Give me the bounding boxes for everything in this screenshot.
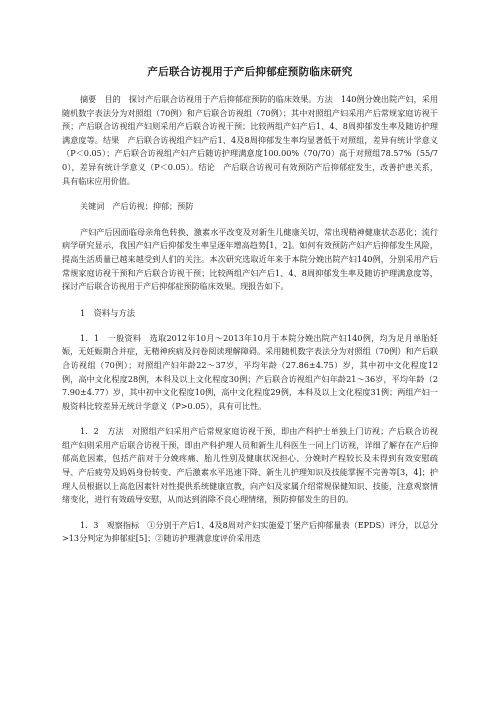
paper-title: 产后联合访视用于产后抑郁症预防临床研究 [147, 66, 353, 78]
introduction-paragraph: 产妇产后因面临母亲角色转换、激素水平改变及对新生儿健康关切，常出现精神健康状态恶化；流行病学研究显示，我国产妇产后抑郁发生率呈逐年增高趋势[1，2]。如何有效预防产妇产后抑郁发生风险，提高生活质量已越来越受到人们的关注。本次研究选取近年来于本院分娩出院产妇140例，分别采用产后常规家庭访视干预和产后联合访视干预；比较两组产妇产后1、4、8周抑郁发生率及随访护理满意度等，探讨产后联合访视用于产后抑郁症预防临床效果。现报告如下。 [62, 226, 438, 292]
subsection-general-data: 1．1 一般资料 选取2012年10月～2013年10月于本院分娩出院产妇140例，均为足月单胎妊娠，无妊娠期合并症，无精神疾病及问卷阅读理解障碍。采用随机数字表法分为对照组（70例）和产后联合访视组（70例）；对照组产妇年龄22～37岁，平均年龄（27.86±4.75）岁，其中初中文化程度12例，高中文化程度28例，本科及以上文化程度30例；产后联合访视组产妇年龄21～36岁，平均年龄（27.90±4.77）岁，其中初中文化程度10例，高中文化程度29例，本科及以上文化程度31例；两组产妇一般资料比较差异无统计学意义（P>0.05），具有可比性。 [62, 332, 438, 411]
keywords-line: 关键词 产后访视；抑郁；预防 [80, 201, 194, 212]
abstract-paragraph: 摘要 目的 探讨产后联合访视用于产后抑郁症预防的临床效果。方法 140例分娩出院产妇，采用随机数字表法分为对照组（70例）和产后联合访视组（70例）；其中对照组产妇采用产后常规家庭访视干预；产后联合访视组产妇则采用产后联合访视干预；比较两组产妇产后1、4、8周抑郁发生率及随访护理满意度等。结果 产后联合访视组产妇产后1、4及8周抑郁发生率均显著低于对照组，差异有统计学意义（P＜0.05）；产后联合访视组产妇产后随访护理满意度100.00%（70/70）高于对照组78.57%（55/70），差异有统计学意义（P＜0.05）。结论 产后联合访视可有效预防产后抑郁症发生，改善护患关系，具有临床应用价值。 [62, 94, 438, 186]
section-heading-materials-methods: 1 资料与方法 [80, 307, 136, 318]
subsection-observation-indicators: 1．3 观察指标 ①分别于产后1、4及8周对产妇实施爱丁堡产后抑郁量表（EPDS）评分，以总分>13分判定为抑郁症[5]；②随访护理满意度评价采用迭 [62, 519, 438, 544]
subsection-methods: 1．2 方法 对照组产妇采用产后常规家庭访视干预，即由产科护士单独上门访视；产后联合访视组产妇则采用产后联合访视干预，即由产科护理人员和新生儿科医生一同上门访视，详细了解存在产后抑郁高危因素，包括产前对于分娩疼痛、胎儿性别及健康状况担心、分娩时产程较长及未得到有效安慰疏导、产后疲劳及妈妈身份转变、产后激素水平迅速下降、新生儿护理知识及技能掌握不完善等[3，4]；护理人员根据以上高危因素针对性提供系统健康宣教，向产妇及家属介绍常规保健知识、技能，注意观察情绪变化，进行有效疏导安慰，从而达到消除不良心理情绪，预防抑郁发生的目的。 [62, 426, 438, 505]
